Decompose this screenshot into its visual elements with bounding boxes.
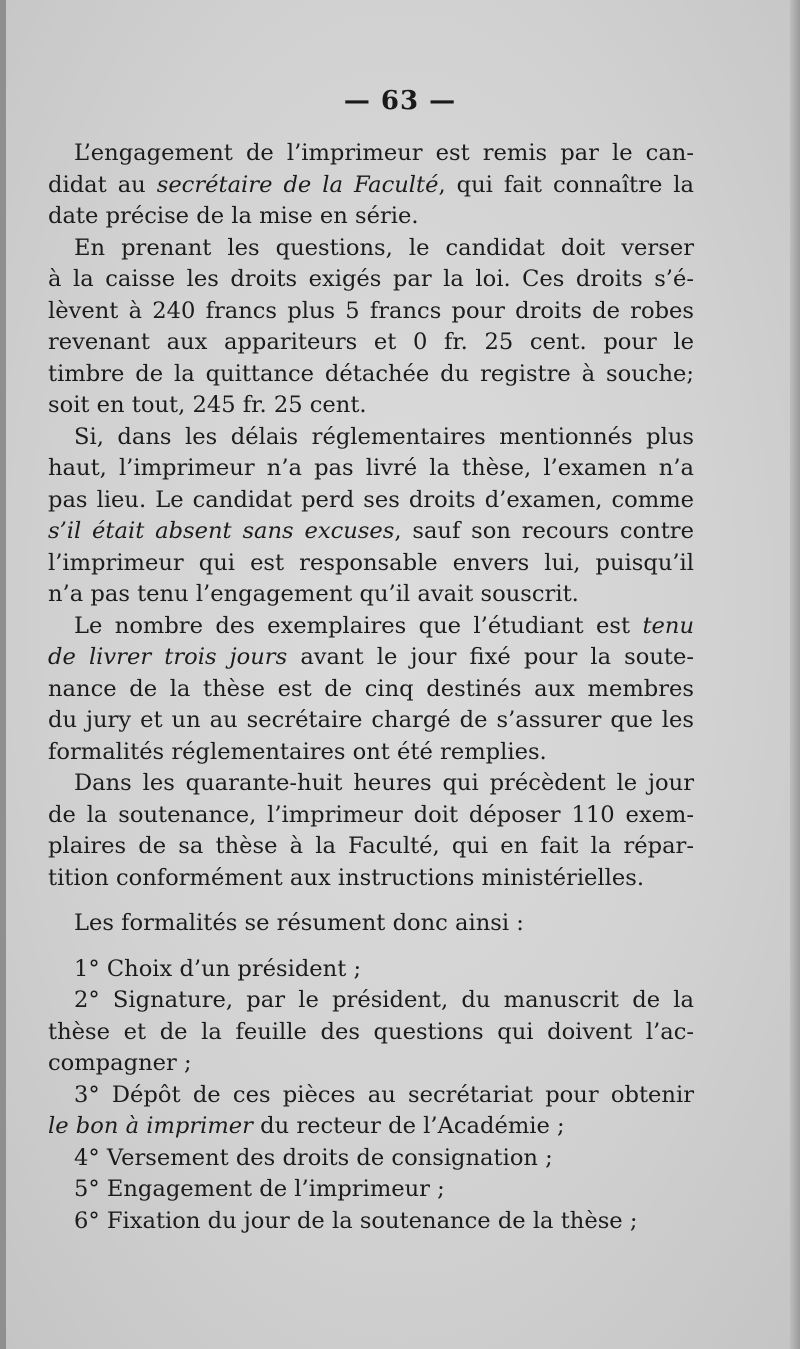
text-segment: nance de la thèse est de cinq destinés aux membres bbox=[48, 675, 694, 702]
text-line bbox=[48, 642, 694, 674]
text-line bbox=[48, 201, 694, 233]
text-line bbox=[48, 233, 694, 265]
body-text bbox=[48, 138, 694, 1237]
text-segment: date précise de la mise en série. bbox=[48, 203, 419, 229]
text-line bbox=[48, 674, 694, 706]
paragraph bbox=[48, 422, 694, 611]
paragraph bbox=[48, 1080, 694, 1143]
text-segment: plaires de sa thèse à la Faculté, qui en fait la répar- bbox=[48, 833, 694, 859]
text-segment: En prenant les questions, le candidat doit verser bbox=[74, 234, 694, 261]
text-segment: 6° Fixation du jour de la soutenance de la thèse ; bbox=[74, 1207, 638, 1234]
text-segment: 4° Versement des droits de consignation ; bbox=[74, 1144, 553, 1171]
paragraph bbox=[48, 1206, 694, 1238]
text-segment: soit en tout, 245 fr. 25 cent. bbox=[48, 392, 367, 418]
text-line bbox=[48, 705, 694, 737]
paragraph bbox=[48, 611, 694, 769]
text-line bbox=[48, 954, 694, 986]
paragraph bbox=[48, 1143, 694, 1175]
text-line bbox=[48, 1143, 694, 1175]
text-segment: Si, dans les délais réglementaires mentionnés plus bbox=[74, 423, 694, 450]
text-segment: didat au bbox=[48, 171, 157, 198]
text-line bbox=[48, 985, 694, 1017]
page-number: — 63 — bbox=[343, 86, 457, 116]
text-segment: L’engagement de l’imprimeur est remis par le can- bbox=[74, 140, 694, 166]
text-line bbox=[48, 548, 694, 580]
text-line bbox=[48, 1048, 694, 1080]
text-segment: Les formalités se résument donc ainsi : bbox=[74, 910, 524, 936]
text-line bbox=[48, 170, 694, 202]
text-line bbox=[48, 863, 694, 895]
text-segment: n’a pas tenu l’engagement qu’il avait souscrit. bbox=[48, 581, 579, 607]
text-segment: thèse et de la feuille des questions qui doivent l’ac- bbox=[48, 1018, 694, 1045]
text-line bbox=[48, 908, 694, 940]
text-segment: 3° Dépôt de ces pièces au secrétariat pour obtenir bbox=[74, 1081, 694, 1108]
text-segment: du jury et un au secrétaire chargé de s’assurer que les bbox=[48, 707, 694, 733]
italic-text: tenu bbox=[642, 612, 694, 639]
text-line bbox=[48, 1111, 694, 1143]
text-segment: 2° Signature, par le président, du manuscrit de la bbox=[74, 987, 694, 1013]
text-segment: avant le jour fixé pour la soute- bbox=[287, 644, 694, 670]
text-line bbox=[48, 138, 694, 170]
text-segment: 5° Engagement de l’imprimeur ; bbox=[74, 1176, 445, 1202]
text-line bbox=[48, 327, 694, 359]
text-segment: lèvent à 240 francs plus 5 francs pour droits de robes bbox=[48, 297, 694, 324]
text-line bbox=[48, 800, 694, 832]
text-line bbox=[48, 1080, 694, 1112]
text-segment: timbre de la quittance détachée du registre à souche; bbox=[48, 360, 694, 387]
text-line bbox=[48, 1174, 694, 1206]
paragraph bbox=[48, 233, 694, 422]
paragraph bbox=[48, 768, 694, 894]
italic-text: de livrer trois jours bbox=[48, 644, 288, 670]
text-line bbox=[48, 1206, 694, 1238]
text-segment: tition conformément aux instructions ministérielles. bbox=[48, 864, 645, 891]
text-segment: , sauf son recours contre bbox=[394, 518, 694, 544]
text-line bbox=[48, 611, 694, 643]
text-line bbox=[48, 453, 694, 485]
text-segment: haut, l’imprimeur n’a pas livré la thèse, l’examen n’a bbox=[48, 455, 694, 481]
italic-text: secrétaire de la Faculté bbox=[156, 171, 439, 198]
paragraph bbox=[48, 138, 694, 233]
text-segment: Le nombre des exemplaires que l’étudiant est bbox=[74, 612, 643, 639]
text-segment: à la caisse les droits exigés par la loi. Ces droits s’é- bbox=[48, 266, 694, 292]
paragraph-gap bbox=[48, 940, 694, 954]
page-left-edge bbox=[0, 0, 6, 1349]
text-line bbox=[48, 422, 694, 454]
text-segment: pas lieu. Le candidat perd ses droits d’examen, comme bbox=[48, 486, 694, 513]
text-segment: l’imprimeur qui est responsable envers lui, puisqu’il bbox=[48, 549, 694, 576]
text-line bbox=[48, 359, 694, 391]
text-segment: , qui fait connaître la bbox=[438, 171, 695, 198]
text-line bbox=[48, 516, 694, 548]
text-line bbox=[48, 831, 694, 863]
text-segment: compagner ; bbox=[48, 1050, 192, 1076]
text-line bbox=[48, 485, 694, 517]
text-segment: 1° Choix d’un président ; bbox=[74, 955, 362, 982]
text-line bbox=[48, 579, 694, 611]
paragraph-gap bbox=[48, 894, 694, 908]
text-segment: de la soutenance, l’imprimeur doit déposer 110 exem- bbox=[48, 801, 694, 828]
text-segment: du recteur de l’Académie ; bbox=[252, 1113, 565, 1139]
page-right-edge bbox=[790, 0, 800, 1349]
paragraph bbox=[48, 985, 694, 1080]
paragraph bbox=[48, 1174, 694, 1206]
text-line bbox=[48, 264, 694, 296]
text-line bbox=[48, 768, 694, 800]
italic-text: s’il était absent sans excuses bbox=[48, 518, 395, 544]
italic-text: le bon à imprimer bbox=[48, 1113, 253, 1139]
text-segment: revenant aux appariteurs et 0 fr. 25 cent. pour le bbox=[48, 329, 694, 355]
text-line bbox=[48, 737, 694, 769]
paragraph bbox=[48, 954, 694, 986]
text-line bbox=[48, 390, 694, 422]
text-line bbox=[48, 296, 694, 328]
paragraph bbox=[48, 908, 694, 940]
text-line bbox=[48, 1017, 694, 1049]
text-segment: Dans les quarante-huit heures qui précèdent le jour bbox=[74, 770, 694, 796]
text-segment: formalités réglementaires ont été remplies. bbox=[48, 738, 547, 765]
